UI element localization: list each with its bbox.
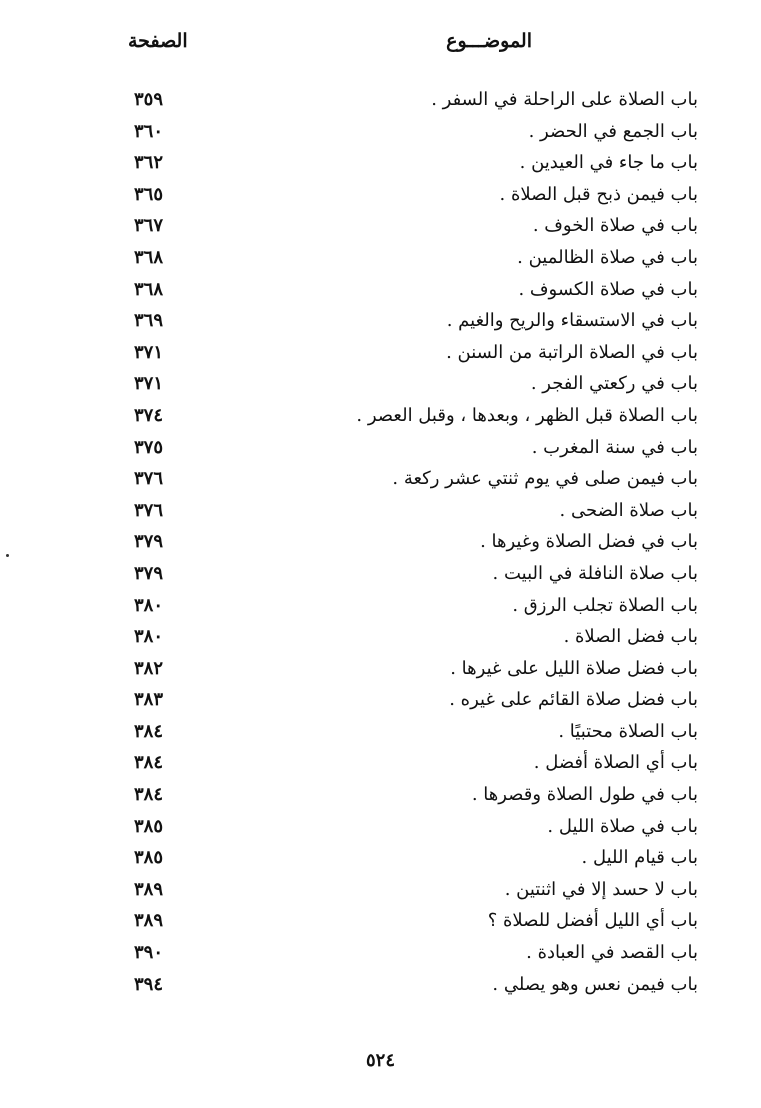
toc-entry-title: باب القصد في العبادة . — [526, 942, 698, 964]
toc-entry — [120, 147, 698, 179]
toc-entry-page: ٣٨٩ — [134, 878, 164, 900]
toc-entry-title: باب الصلاة تجلب الرزق . — [512, 594, 698, 616]
toc-header — [120, 30, 700, 60]
toc-entry — [120, 526, 698, 558]
toc-entry-page: ٣٨٢ — [134, 657, 164, 679]
toc-entry — [120, 969, 698, 1001]
toc-entry — [120, 811, 698, 843]
toc-entry-title: باب في فضل الصلاة وغيرها . — [480, 531, 698, 553]
toc-entry-title: باب أي الصلاة أفضل . — [533, 752, 698, 774]
toc-entry — [120, 716, 698, 748]
toc-entry — [120, 684, 698, 716]
toc-entry-title: باب فضل صلاة القائم على غيره . — [449, 689, 698, 711]
toc-entry-page: ٣٨٤ — [134, 784, 164, 806]
toc-entry-title: باب لا حسد إلا في اثنتين . — [504, 878, 698, 900]
toc-entry-page: ٣٧٥ — [134, 436, 164, 458]
toc-entry-page: ٣٨٥ — [134, 815, 164, 837]
toc-entry-page: ٣٧٤ — [134, 404, 164, 426]
toc-entry-title: باب الصلاة محتبيًا . — [558, 720, 698, 742]
toc-entry — [120, 305, 698, 337]
toc-entry-page: ٣٨٣ — [134, 689, 164, 711]
toc-entry-page: ٣٨٤ — [134, 720, 164, 742]
toc-entry-page: ٣٧١ — [134, 373, 164, 395]
toc-entry-page: ٣٨٥ — [134, 847, 164, 869]
toc-entry-title: باب صلاة النافلة في البيت . — [492, 562, 698, 584]
toc-entry — [120, 432, 698, 464]
topic-column-heading: الموضـــوع — [446, 30, 532, 52]
toc-entry — [120, 558, 698, 590]
toc-entry — [120, 368, 698, 400]
toc-entry-list — [120, 84, 698, 1000]
toc-entry-page: ٣٥٩ — [134, 89, 164, 110]
toc-entry-page: ٣٨٤ — [134, 752, 164, 774]
toc-entry-title: باب في الصلاة الراتبة من السنن . — [446, 341, 698, 363]
toc-entry — [120, 779, 698, 811]
toc-entry-title: باب فيمن نعس وهو يصلي . — [492, 973, 698, 995]
toc-entry — [120, 621, 698, 653]
toc-entry — [120, 874, 698, 906]
toc-entry-title: باب في صلاة الخوف . — [532, 215, 698, 237]
toc-entry-title: باب فضل الصلاة . — [563, 626, 698, 648]
toc-entry-title: باب فيمن صلى في يوم ثنتي عشر ركعة . — [392, 468, 698, 490]
toc-entry-title: باب في طول الصلاة وقصرها . — [471, 784, 698, 806]
toc-entry-title: باب في الاستسقاء والريح والغيم . — [446, 310, 698, 332]
toc-entry — [120, 274, 698, 306]
toc-entry-page: ٣٧٩ — [134, 562, 164, 584]
stray-mark — [6, 554, 9, 557]
toc-entry — [120, 747, 698, 779]
toc-entry-page: ٣٩٠ — [134, 942, 164, 964]
toc-entry — [120, 495, 698, 527]
toc-entry-title: باب قيام الليل . — [581, 847, 698, 869]
toc-entry-title: باب في صلاة الليل . — [547, 815, 698, 837]
toc-entry-page: ٣٩٤ — [134, 973, 164, 995]
toc-entry-page: ٣٦٢ — [134, 152, 164, 174]
toc-entry-page: ٣٨٠ — [134, 594, 164, 616]
toc-entry-title: باب في صلاة الكسوف . — [518, 278, 698, 300]
toc-entry-page: ٣٧٦ — [134, 499, 164, 521]
toc-entry — [120, 653, 698, 685]
toc-entry — [120, 210, 698, 242]
toc-entry-title: باب فضل صلاة الليل على غيرها . — [450, 657, 698, 679]
toc-entry — [120, 463, 698, 495]
toc-entry-title: باب ما جاء في العيدين . — [519, 152, 698, 174]
toc-entry-page: ٣٧١ — [134, 341, 164, 363]
toc-entry-title: باب الجمع في الحضر . — [528, 120, 698, 142]
toc-entry-page: ٣٦٠ — [134, 120, 164, 142]
toc-entry-page: ٣٧٦ — [134, 468, 164, 490]
toc-entry — [120, 842, 698, 874]
toc-entry-page: ٣٦٨ — [134, 278, 164, 300]
toc-entry-title: باب صلاة الضحى . — [559, 499, 698, 521]
toc-entry — [120, 937, 698, 969]
toc-entry — [120, 337, 698, 369]
toc-entry — [120, 590, 698, 622]
toc-entry — [120, 242, 698, 274]
toc-entry-page: ٣٦٧ — [134, 215, 164, 237]
page-number: ٥٢٤ — [365, 1050, 395, 1071]
toc-entry-page: ٣٦٨ — [134, 246, 164, 268]
toc-entry-page: ٣٦٩ — [134, 310, 164, 332]
toc-entry-title: باب الصلاة قبل الظهر ، وبعدها ، وقبل العصر . — [356, 404, 698, 426]
toc-entry — [120, 179, 698, 211]
toc-entry — [120, 84, 698, 116]
toc-entry-page: ٣٧٩ — [134, 531, 164, 553]
toc-entry-title: باب أي الليل أفضل للصلاة ؟ — [487, 910, 698, 932]
toc-entry-title: باب الصلاة على الراحلة في السفر . — [431, 89, 698, 110]
toc-entry-page: ٣٨٩ — [134, 910, 164, 932]
toc-entry-title: باب فيمن ذبح قبل الصلاة . — [499, 183, 698, 205]
toc-entry — [120, 400, 698, 432]
toc-entry-page: ٣٦٥ — [134, 183, 164, 205]
page-column-heading: الصفحة — [128, 30, 188, 52]
toc-entry-title: باب في ركعتي الفجر . — [530, 373, 698, 395]
toc-entry — [120, 116, 698, 148]
toc-entry-title: باب في صلاة الظالمين . — [517, 246, 698, 268]
toc-entry-title: باب في سنة المغرب . — [531, 436, 698, 458]
toc-entry-page: ٣٨٠ — [134, 626, 164, 648]
toc-entry — [120, 905, 698, 937]
